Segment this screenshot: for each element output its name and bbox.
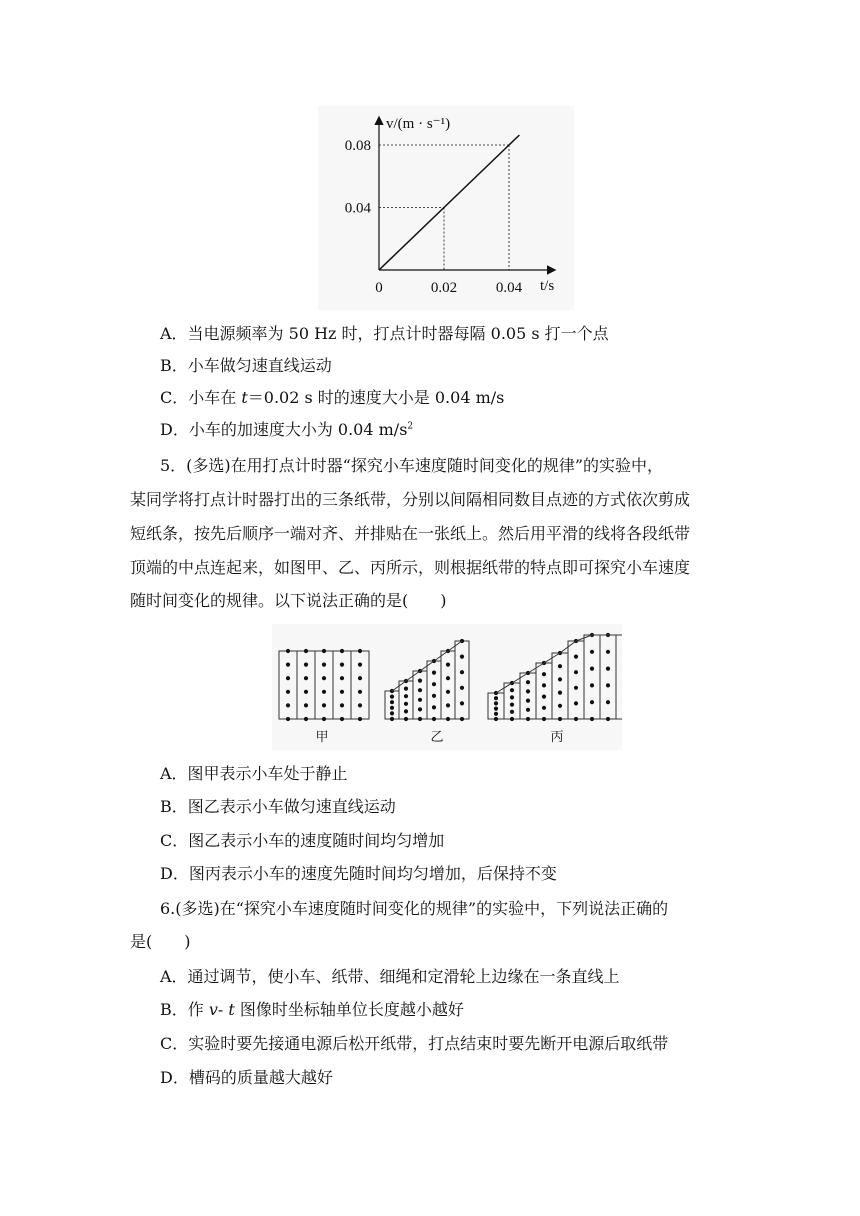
x-axis-label: t/s <box>540 278 555 294</box>
q6-stem-line-1: 6.(多选)在“探究小车速度随时间变化的规律”的实验中，下列说法正确的 <box>160 899 669 918</box>
x-tick-label: 0.04 <box>495 280 523 296</box>
jia-strip <box>297 651 315 719</box>
jia-dot <box>322 703 326 707</box>
bing-dot <box>590 700 594 704</box>
yi-dot <box>446 703 450 707</box>
bing-dot <box>574 670 578 674</box>
yi-dot <box>390 706 394 710</box>
yi-dot <box>460 655 464 659</box>
bing-dot <box>510 717 514 721</box>
q5-option-c: C．图乙表示小车的速度随时间均匀增加 <box>160 831 445 850</box>
jia-dot <box>322 690 326 694</box>
q6-option-b-suffix: 图像时坐标轴单位长度越小越好 <box>234 1000 464 1019</box>
jia-dot <box>286 703 290 707</box>
jia-dot <box>286 663 290 667</box>
bing-trend-line <box>496 635 622 693</box>
q5-stem-line-1: 5．(多选)在用打点计时器“探究小车速度随时间变化的规律”的实验中， <box>160 456 664 475</box>
q4-option-c <box>160 388 504 408</box>
bing-dot <box>590 683 594 687</box>
y-tick-label: 0.04 <box>344 200 371 217</box>
q4-option-c-suffix: ＝0.02 s 时的速度大小是 0.04 m/s <box>247 388 505 407</box>
q5-option-a: A．图甲表示小车处于静止 <box>160 764 348 783</box>
yi-dot <box>460 701 464 705</box>
bing-dot <box>542 672 546 676</box>
q6-option-b-mid: - <box>217 1000 229 1019</box>
yi-dot <box>418 679 422 683</box>
yi-dot <box>432 682 436 686</box>
jia-dot <box>286 649 290 653</box>
bing-dot <box>494 696 498 700</box>
yi-dot <box>432 705 436 709</box>
vt-graph <box>318 106 574 310</box>
yi-dot <box>390 695 394 699</box>
velocity-line <box>379 135 519 270</box>
q5-option-b: B．图乙表示小车做匀速直线运动 <box>160 797 396 816</box>
yi-dot <box>418 707 422 711</box>
bing-dot <box>606 667 610 671</box>
bing-dot <box>526 708 530 712</box>
q6-option-b-var2: t <box>228 1000 235 1019</box>
yi-dot <box>446 717 450 721</box>
q5-stem-line-5: 随时间变化的规律。以下说法正确的是( ) <box>130 591 447 610</box>
jia-dot <box>304 676 308 680</box>
yi-dot <box>404 694 408 698</box>
bing-dot <box>574 655 578 659</box>
bing-dot <box>606 683 610 687</box>
yi-strip <box>427 661 441 719</box>
bing-dot <box>558 704 562 708</box>
yi-strip <box>441 651 455 719</box>
jia-dot <box>322 663 326 667</box>
jia-dot <box>340 703 344 707</box>
bing-dot <box>542 706 546 710</box>
yi-dot <box>446 690 450 694</box>
vt-graph-figure <box>318 106 574 310</box>
jia-strip <box>279 651 297 719</box>
jia-dot <box>286 676 290 680</box>
yi-strip <box>455 641 469 719</box>
bing-dot <box>526 717 530 721</box>
bing-dot <box>574 717 578 721</box>
bing-dot <box>606 717 610 721</box>
yi-strip <box>413 671 427 719</box>
jia-dot <box>322 649 326 653</box>
yi-dot <box>404 687 408 691</box>
jia-dot <box>304 649 308 653</box>
q5-stem-line-2: 某同学将打点计时器打出的三条纸带，分别以间隔相同数目点迹的方式依次剪成 <box>130 490 691 509</box>
bing-strip <box>536 663 552 719</box>
q6-option-b-prefix: B．作 <box>160 1000 209 1019</box>
bing-dot <box>558 664 562 668</box>
label-jia: 甲 <box>315 729 329 744</box>
bing-dot <box>526 680 530 684</box>
bing-strip <box>552 653 568 719</box>
yi-dot <box>404 709 408 713</box>
bing-dot <box>510 710 514 714</box>
bing-dot <box>574 701 578 705</box>
q4-option-d-text: D．小车的加速度大小为 0.04 m/s <box>160 420 408 439</box>
q6-option-b <box>160 1000 464 1020</box>
bing-dot <box>590 667 594 671</box>
bing-dot <box>558 717 562 721</box>
tape-strips-figure <box>272 624 622 750</box>
bing-dot <box>510 688 514 692</box>
jia-strip <box>315 651 333 719</box>
q4-option-a: A．当电源频率为 50 Hz 时，打点计时器每隔 0.05 s 打一个点 <box>160 324 609 343</box>
yi-dot <box>418 698 422 702</box>
yi-dot <box>446 676 450 680</box>
bing-strip <box>520 673 536 719</box>
jia-dot <box>340 676 344 680</box>
jia-dot <box>304 703 308 707</box>
q6-option-c: C．实验时要先接通电源后松开纸带，打点结束时要先断开电源后取纸带 <box>160 1034 669 1053</box>
jia-strip <box>333 651 351 719</box>
yi-dot <box>418 688 422 692</box>
jia-dot <box>358 663 362 667</box>
q6-stem-line-2: 是( ) <box>130 932 191 951</box>
q4-option-b: B．小车做匀速直线运动 <box>160 356 332 375</box>
bing-dot <box>542 717 546 721</box>
bing-dot <box>510 695 514 699</box>
jia-strip <box>351 651 369 719</box>
bing-dot <box>526 699 530 703</box>
bing-strip <box>616 635 622 719</box>
bing-dot <box>494 717 498 721</box>
bing-dot <box>590 717 594 721</box>
bing-dot <box>558 691 562 695</box>
jia-dot <box>304 690 308 694</box>
bing-strip <box>584 635 600 719</box>
bing-strip <box>568 641 584 719</box>
bing-dot <box>494 707 498 711</box>
jia-dot <box>322 717 326 721</box>
q4-option-c-prefix: C．小车在 <box>160 388 242 407</box>
yi-dot <box>432 717 436 721</box>
bing-dot <box>494 701 498 705</box>
bing-dot <box>606 700 610 704</box>
q5-stem-line-4: 顶端的中点连起来，如图甲、乙、丙所示，则根据纸带的特点即可探究小车速度 <box>130 558 691 577</box>
yi-dot <box>404 717 408 721</box>
bing-dot <box>526 689 530 693</box>
yi-dot <box>446 663 450 667</box>
jia-dot <box>358 690 362 694</box>
label-yi: 乙 <box>430 729 444 744</box>
jia-dot <box>358 703 362 707</box>
bing-dot <box>494 712 498 716</box>
bing-strip <box>600 635 616 719</box>
x-tick-label: 0 <box>375 280 383 296</box>
jia-dot <box>322 676 326 680</box>
bing-dot <box>542 695 546 699</box>
yi-dot <box>432 671 436 675</box>
q5-option-d: D．图丙表示小车的速度先随时间均匀增加，后保持不变 <box>160 864 557 883</box>
q4-option-d <box>160 420 413 440</box>
jia-dot <box>304 663 308 667</box>
jia-dot <box>286 717 290 721</box>
label-bing: 丙 <box>550 729 564 744</box>
bing-dot <box>542 683 546 687</box>
y-tick-label: 0.08 <box>344 138 371 154</box>
bing-dot <box>558 677 562 681</box>
yi-dot <box>460 686 464 690</box>
yi-dot <box>460 670 464 674</box>
bing-dot <box>510 703 514 707</box>
q6-option-d: D．槽码的质量越大越好 <box>160 1068 333 1087</box>
jia-dot <box>304 717 308 721</box>
jia-dot <box>340 690 344 694</box>
y-axis-label: v/(m · s⁻¹) <box>386 116 451 132</box>
q4-option-d-sup: 2 <box>407 421 414 432</box>
yi-dot <box>418 717 422 721</box>
q6-option-b-var: v <box>208 1000 218 1019</box>
bing-dot <box>606 650 610 654</box>
q5-stem-line-3: 短纸条，按先后顺序一端对齐、并排贴在一张纸上。然后用平滑的线将各段纸带 <box>130 524 691 543</box>
jia-dot <box>358 717 362 721</box>
yi-dot <box>404 702 408 706</box>
q4-option-c-var: t <box>241 388 248 407</box>
bing-dot <box>574 686 578 690</box>
jia-dot <box>358 649 362 653</box>
tape-strips <box>272 624 622 750</box>
q6-option-a: A．通过调节，使小车、纸带、细绳和定滑轮上边缘在一条直线上 <box>160 967 620 986</box>
bing-dot <box>590 650 594 654</box>
yi-dot <box>460 717 464 721</box>
jia-dot <box>340 663 344 667</box>
yi-dot <box>390 700 394 704</box>
jia-dot <box>358 676 362 680</box>
yi-dot <box>390 717 394 721</box>
yi-dot <box>390 711 394 715</box>
jia-dot <box>340 649 344 653</box>
x-tick-label: 0.02 <box>430 280 458 296</box>
jia-dot <box>286 690 290 694</box>
yi-dot <box>432 694 436 698</box>
jia-dot <box>340 717 344 721</box>
